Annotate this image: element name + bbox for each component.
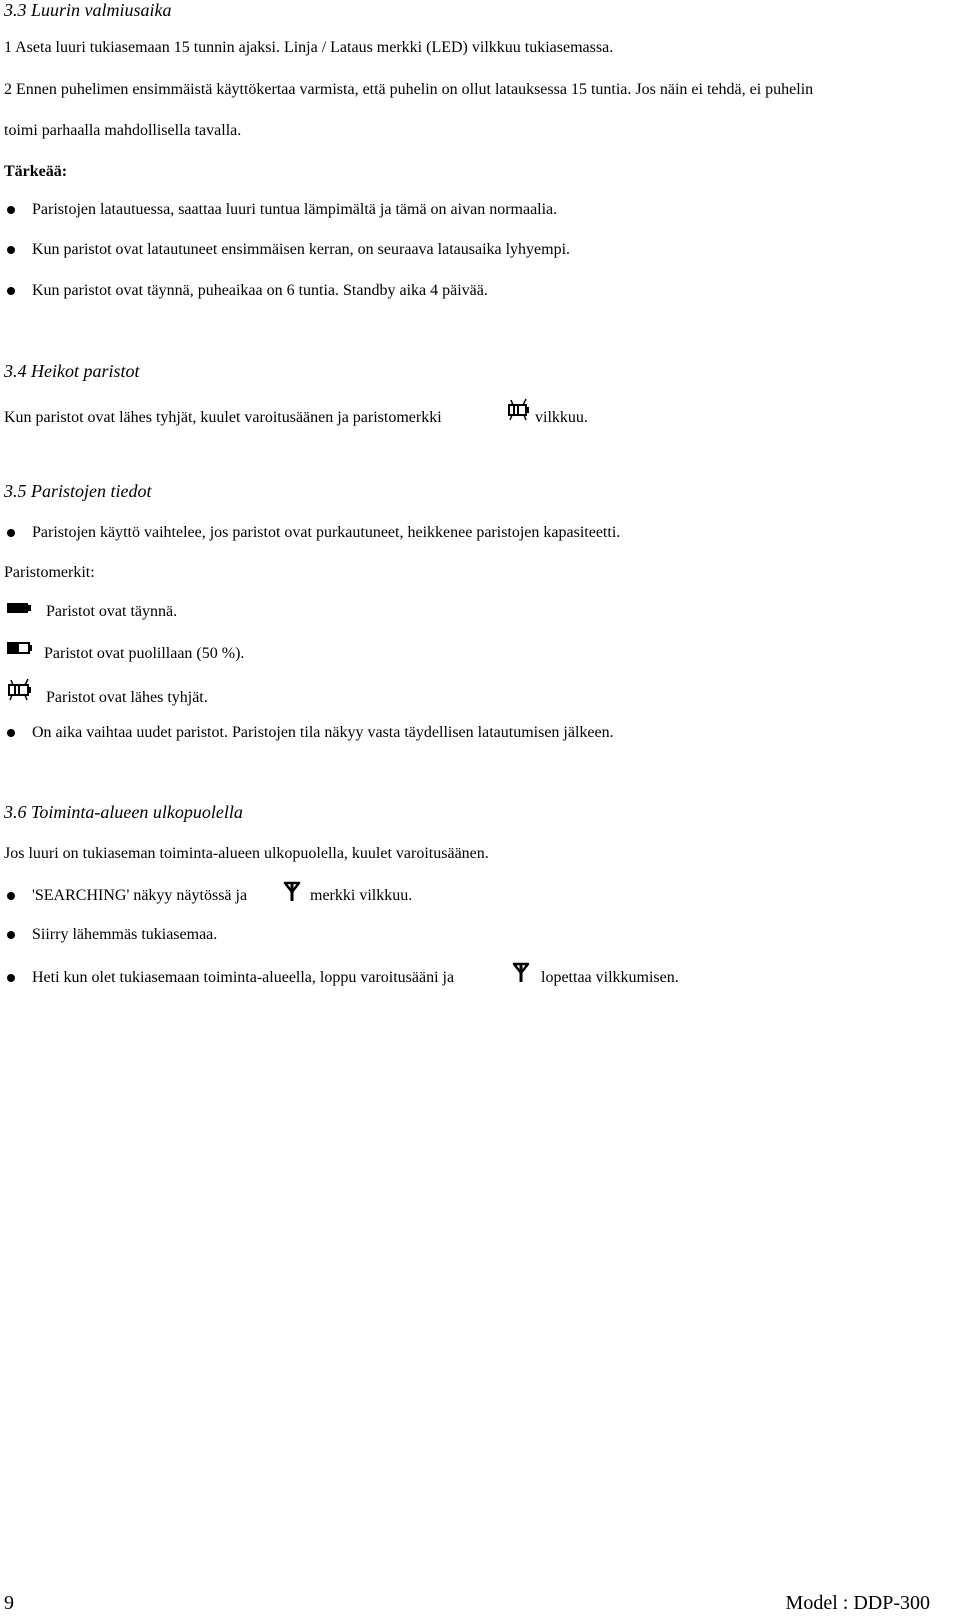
s33-paragraph-2: 2 Ennen puhelimen ensimmäistä käyttökertaa varmista, että puhelin on ollut latauksessa 15 tuntia. Jos näin ei tehdä, ei puhelin xyxy=(4,81,814,98)
s36-bullet-3-after: lopettaa vilkkumisen. xyxy=(541,969,679,986)
list-item: Paristojen latautuessa, saattaa luuri tuntua lämpimältä ja tämä on aivan normaalia. xyxy=(32,201,558,218)
list-item: Paristojen käyttö vaihtelee, jos paristot ovat purkautuneet, heikkenee paristojen kapasiteetti. xyxy=(32,524,621,541)
list-item: Kun paristot ovat täynnä, puheaikaa on 6 tuntia. Standby aika 4 päivää. xyxy=(32,282,488,299)
section-3-3-heading: 3.3 Luurin valmiusaika xyxy=(4,0,172,20)
battery-half-icon xyxy=(6,640,34,656)
s36-bullet-3-before: Heti kun olet tukiasemaan toiminta-alueella, loppu varoitusääni ja xyxy=(32,969,455,986)
bullet-icon xyxy=(7,931,15,939)
bullet-icon xyxy=(7,974,15,982)
list-item: Kun paristot ovat latautuneet ensimmäisen kerran, on seuraava latausaika lyhyempi. xyxy=(32,241,571,258)
page-number: 9 xyxy=(4,1592,14,1614)
bullet-icon xyxy=(7,246,15,254)
battery-full-text: Paristot ovat täynnä. xyxy=(46,603,178,620)
s36-bullet-1-after: merkki vilkkuu. xyxy=(310,887,413,904)
antenna-icon xyxy=(283,880,301,902)
section-3-5-heading: 3.5 Paristojen tiedot xyxy=(4,481,152,501)
list-item: Siirry lähemmäs tukiasemaa. xyxy=(32,926,218,943)
battery-full-icon xyxy=(6,600,32,616)
s33-paragraph-2-cont: toimi parhaalla mahdollisella tavalla. xyxy=(4,122,242,139)
antenna-icon xyxy=(512,961,530,983)
battery-low-icon xyxy=(6,678,34,702)
bullet-icon xyxy=(7,287,15,295)
s36-paragraph: Jos luuri on tukiaseman toiminta-alueen ulkopuolella, kuulet varoitusäänen. xyxy=(4,845,489,862)
s34-text-before: Kun paristot ovat lähes tyhjät, kuulet varoitusäänen ja paristomerkki xyxy=(4,409,442,426)
bullet-icon xyxy=(7,529,15,537)
battery-marks-label: Paristomerkit: xyxy=(4,564,95,581)
bullet-icon xyxy=(7,206,15,214)
bullet-icon xyxy=(7,729,15,737)
model-label: Model : DDP-300 xyxy=(785,1592,930,1614)
battery-low-icon xyxy=(506,398,532,422)
section-3-4-heading: 3.4 Heikot paristot xyxy=(4,361,140,381)
battery-low-text: Paristot ovat lähes tyhjät. xyxy=(46,689,208,706)
s36-bullet-1-before: 'SEARCHING' näkyy näytössä ja xyxy=(32,887,248,904)
battery-half-text: Paristot ovat puolillaan (50 %). xyxy=(44,645,245,662)
s34-text-after: vilkkuu. xyxy=(535,409,588,426)
bullet-icon xyxy=(7,892,15,900)
important-label: Tärkeää: xyxy=(4,163,68,180)
section-3-6-heading: 3.6 Toiminta-alueen ulkopuolella xyxy=(4,802,243,822)
list-item: On aika vaihtaa uudet paristot. Paristojen tila näkyy vasta täydellisen latautumisen jälkeen. xyxy=(32,724,614,741)
s33-paragraph-1: 1 Aseta luuri tukiasemaan 15 tunnin ajaksi. Linja / Lataus merkki (LED) vilkkuu tukiasemassa. xyxy=(4,39,614,56)
